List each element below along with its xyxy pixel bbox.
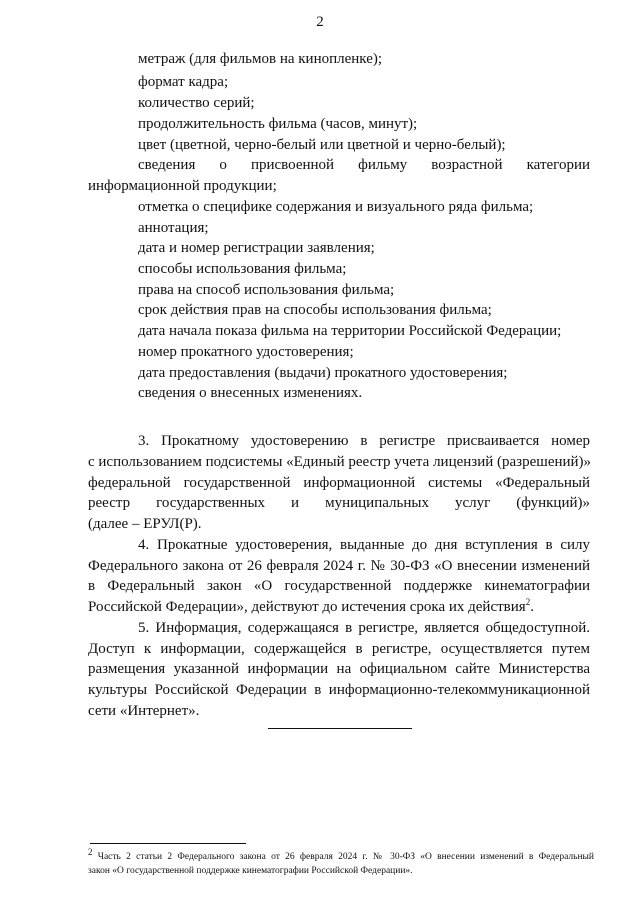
list-item: цвет (цветной, черно-белый или цветной и черно-белый); [138,137,506,153]
list-item: номер прокатного удостоверения; [138,344,354,360]
paragraph-5-line: сети «Интернет». [88,703,200,719]
paragraph-5-line: 5. Информация, содержащаяся в регистре, является общедоступной. [138,620,590,636]
paragraph-4-line: Федерального закона от 26 февраля 2024 г. № 30-ФЗ «О внесении изменений [88,558,590,574]
list-item: дата предоставления (выдачи) прокатного удостоверения; [138,365,508,381]
footnote-line [88,846,595,864]
paragraph-5-line: размещения указанной информации на официальном сайте Министерства [88,661,590,677]
footnote-marker: 2 [88,846,93,857]
list-item: дата начала показа фильма на территории Российской Федерации; [138,323,562,339]
list-item: дата и номер регистрации заявления; [138,240,375,256]
footnote-reference: 2 [525,597,531,607]
paragraph-3-line: федеральной государственной информационной системы «Федеральный [88,475,590,491]
section-divider [268,728,412,729]
list-item: количество серий; [138,95,255,111]
paragraph-4-line: Российской Федерации», действуют до истечения срока их действия [88,599,526,615]
list-item: отметка о специфике содержания и визуального ряда фильма; [138,199,534,215]
footnote-text: Часть 2 статьи 2 Федерального закона от 26 февраля 2024 г. № 30-ФЗ «О внесении изменений в Федеральный [97,852,595,862]
footnote-line: закон «О государственной поддержке кинематографии Российской Федерации». [88,866,413,876]
paragraph-3-line: 3. Прокатному удостоверению в регистре присваивается номер [138,433,590,449]
list-item: срок действия прав на способы использования фильма; [138,302,492,318]
paragraph-4-end: . [530,599,534,615]
footnote-rule [90,843,246,844]
list-item: формат кадра; [138,74,229,90]
list-item-continuation: информационной продукции; [88,178,277,194]
list-item: сведения о внесенных изменениях. [138,385,363,401]
list-item: права на способ использования фильма; [138,282,395,298]
paragraph-4-line: 4. Прокатные удостоверения, выданные до дня вступления в силу [138,537,590,553]
paragraph-4-line: в Федеральный закон «О государственной поддержке кинематографии [88,578,590,594]
paragraph-5-line: культуры Российской Федерации в информационно-телекоммуникационной [88,682,590,698]
paragraph-4-last-line [88,597,534,617]
paragraph-3-line: реестр государственных и муниципальных услуг (функций)» [88,495,590,511]
paragraph-5-line: Доступ к информации, содержащейся в регистре, осуществляется путем [88,641,590,657]
page-number: 2 [316,14,324,30]
list-item: продолжительность фильма (часов, минут); [138,116,418,132]
paragraph-3-line: с использованием подсистемы «Единый реестр учета лицензий (разрешений)» [88,454,592,470]
list-item: сведения о присвоенной фильму возрастной категории [138,157,590,173]
list-item: аннотация; [138,220,209,236]
list-item: метраж (для фильмов на кинопленке); [138,51,383,67]
list-item: способы использования фильма; [138,261,347,277]
paragraph-3-line: (далее – ЕРУЛ(Р). [88,516,202,532]
